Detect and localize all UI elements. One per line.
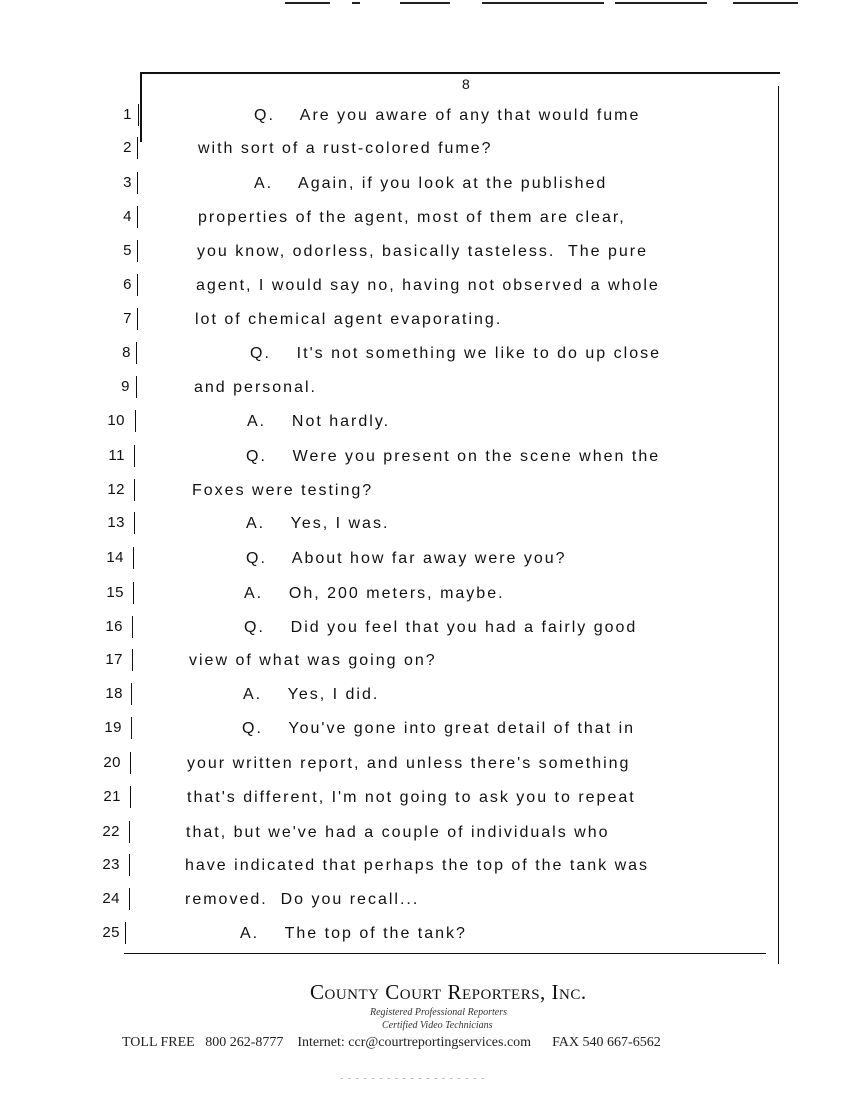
transcript-line xyxy=(0,823,850,859)
transcript-line xyxy=(0,584,850,620)
margin-rule xyxy=(135,410,136,432)
margin-rule xyxy=(129,888,130,910)
line-number: 11 xyxy=(108,447,125,464)
transcript-line xyxy=(0,754,850,790)
line-text: with sort of a rust-colored fume? xyxy=(198,140,493,157)
line-number: 17 xyxy=(105,651,123,668)
transcript-line xyxy=(0,276,850,312)
line-text: lot of chemical agent evaporating. xyxy=(195,311,503,328)
transcript-line xyxy=(0,174,850,210)
line-text: properties of the agent, most of them are clear, xyxy=(198,209,626,226)
margin-rule xyxy=(134,445,135,467)
line-text: you know, odorless, basically tasteless. The pure xyxy=(197,243,648,260)
line-text: A. Again, if you look at the published xyxy=(254,175,608,192)
margin-rule xyxy=(129,821,130,843)
company-subtitle-2: Certified Video Technicians xyxy=(382,1020,493,1031)
margin-rule xyxy=(129,854,130,876)
line-number: 12 xyxy=(107,481,125,498)
transcript-line xyxy=(0,310,850,346)
page-number: 8 xyxy=(462,76,470,92)
margin-rule xyxy=(133,582,134,604)
line-text: A. Yes, I did. xyxy=(243,686,380,703)
margin-rule xyxy=(131,683,132,705)
transcript-line xyxy=(0,924,850,960)
line-number: 21 xyxy=(103,788,121,805)
line-text: have indicated that perhaps the top of the tank was xyxy=(185,857,650,874)
line-text: A. The top of the tank? xyxy=(240,925,467,942)
margin-rule xyxy=(137,308,138,330)
line-number: 13 xyxy=(107,514,125,531)
margin-rule xyxy=(134,479,135,501)
transcript-line xyxy=(0,549,850,585)
line-number: 22 xyxy=(102,823,120,840)
transcript-line xyxy=(0,651,850,687)
margin-rule xyxy=(134,512,135,534)
line-number: 9 xyxy=(121,378,130,395)
line-number: 6 xyxy=(123,276,132,293)
line-text: and personal. xyxy=(194,379,317,396)
line-number: 7 xyxy=(123,310,132,327)
transcript-line xyxy=(0,890,850,926)
transcript-line xyxy=(0,208,850,244)
contact-info: TOLL FREE 800 262-8777 Internet: ccr@courtreportingservices.com FAX 540 667-6562 xyxy=(122,1035,661,1050)
line-number: 2 xyxy=(123,139,132,156)
transcript-line xyxy=(0,685,850,721)
line-number: 23 xyxy=(102,856,120,873)
line-text: Q. Did you feel that you had a fairly good xyxy=(244,619,638,636)
transcript-line xyxy=(0,856,850,892)
transcript-line xyxy=(0,481,850,517)
margin-rule xyxy=(132,616,133,638)
line-text: A. Not hardly. xyxy=(247,413,391,430)
line-text: Foxes were testing? xyxy=(192,482,374,499)
line-text: that, but we've had a couple of individuals who xyxy=(186,824,610,841)
margin-rule xyxy=(137,206,138,228)
margin-rule xyxy=(137,274,138,296)
line-number: 16 xyxy=(105,618,123,635)
line-text: your written report, and unless there's something xyxy=(187,755,631,772)
transcript-line xyxy=(0,618,850,654)
line-number: 20 xyxy=(103,754,121,771)
transcript-line xyxy=(0,719,850,755)
line-number: 4 xyxy=(123,208,132,225)
line-number: 24 xyxy=(102,890,120,907)
margin-rule xyxy=(132,649,133,671)
margin-rule xyxy=(137,172,138,194)
company-name: County Court Reporters, Inc. xyxy=(310,980,587,1004)
transcript-line xyxy=(0,447,850,483)
transcript-line xyxy=(0,242,850,278)
margin-rule xyxy=(131,717,132,739)
transcript-line xyxy=(0,344,850,380)
transcript-line xyxy=(0,412,850,448)
line-text: Q. Are you aware of any that would fume xyxy=(254,107,641,124)
line-text: view of what was going on? xyxy=(189,652,437,669)
faint-scan-text: - - - - - - - - - - - - - - - - - - - xyxy=(340,1073,486,1084)
line-text: Q. You've gone into great detail of that in xyxy=(242,720,636,737)
line-text: removed. Do you recall... xyxy=(185,891,420,908)
line-text: Q. About how far away were you? xyxy=(246,550,567,567)
transcript-line xyxy=(0,788,850,824)
margin-rule xyxy=(138,104,139,126)
line-number: 10 xyxy=(107,412,125,429)
margin-rule xyxy=(136,342,137,364)
line-number: 19 xyxy=(104,719,122,736)
line-number: 8 xyxy=(122,344,131,361)
line-number: 3 xyxy=(123,174,132,191)
line-text: Q. It's not something we like to do up close xyxy=(250,345,661,362)
margin-rule xyxy=(133,547,134,569)
line-text: A. Oh, 200 meters, maybe. xyxy=(244,585,505,602)
margin-rule xyxy=(136,376,137,398)
line-number: 25 xyxy=(102,924,120,941)
transcript-line xyxy=(0,106,850,142)
margin-rule xyxy=(130,786,131,808)
line-text: Q. Were you present on the scene when the xyxy=(246,448,661,465)
transcript-line xyxy=(0,514,850,550)
line-number: 1 xyxy=(123,106,132,123)
line-number: 15 xyxy=(106,584,124,601)
line-number: 18 xyxy=(105,685,123,702)
line-text: A. Yes, I was. xyxy=(246,515,390,532)
line-text: agent, I would say no, having not observed a whole xyxy=(196,277,660,294)
margin-rule xyxy=(125,922,126,944)
line-text: that's different, I'm not going to ask you to repeat xyxy=(187,789,636,806)
margin-rule xyxy=(130,752,131,774)
line-number: 5 xyxy=(123,242,132,259)
margin-rule xyxy=(137,240,138,262)
margin-rule xyxy=(137,137,138,159)
line-number: 14 xyxy=(106,549,124,566)
transcript-line xyxy=(0,139,850,175)
company-subtitle-1: Registered Professional Reporters xyxy=(370,1007,508,1018)
transcript-line xyxy=(0,378,850,414)
